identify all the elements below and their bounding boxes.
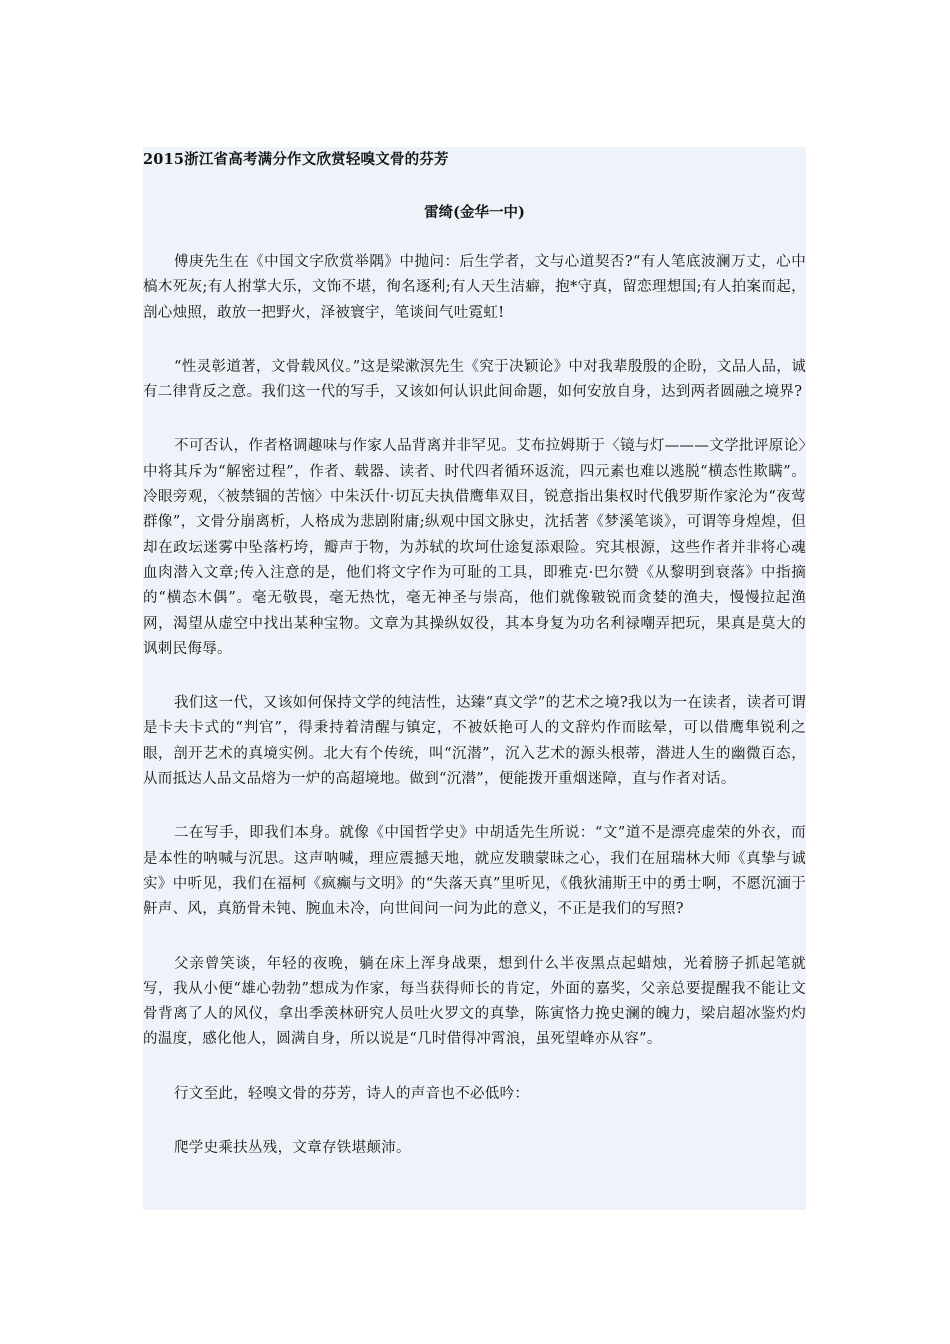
paragraph: 傅庚先生在《中国文字欣赏举隅》中抛问：后生学者，文与心道契否?“有人笔底波澜万丈，心中槁木死灰;有人拊掌大乐，文饰不堪，徇名逐利;有人天生洁癖，抱*守真，留恋理想国;有人拍案而起，剖心烛照，敢放一把野火，泽被寰宇，笔谈间气吐霓虹! xyxy=(143,254,806,321)
paragraph: 二在写手，即我们本身。就像《中国哲学史》中胡适先生所说：“文”道不是漂亮虚荣的外衣，而是本性的呐喊与沉思。这声呐喊，理应震撼天地，就应发聩蒙昧之心，我们在屈瑞林大师《真挚与诚实》中听见，我们在福柯《疯癫与文明》的“失落天真”里听见，《俄狄浦斯王中的勇士啊，不愿沉湎于鼾声、风，真筋骨未钝、腕血未冷，向世间问一问为此的意义，不正是我们的写照? xyxy=(143,825,806,918)
paragraph: 父亲曾笑谈，年轻的夜晚，躺在床上浑身战栗，想到什么半夜黑点起蜡烛，光着膀子抓起笔就写，我从小便“雄心勃勃”想成为作家，每当获得师长的肯定，外面的嘉奖，父亲总要提醒我不能让文骨背离了人的风仪，拿出季羡林研究人员吐火罗文的真挚，陈寅恪力挽史澜的魄力，梁启超冰鉴灼灼的温度，感化他人，圆满自身，所以说是“几时借得冲霄浪，虽死望峰亦从容”。 xyxy=(143,955,806,1048)
article-author: 雷绮(金华一中) xyxy=(424,204,525,221)
article-title: 2015浙江省高考满分作文欣赏轻嗅文骨的芬芳 xyxy=(143,151,449,168)
paragraph: 行文至此，轻嗅文骨的芬芳，诗人的声音也不必低吟： xyxy=(174,1085,530,1102)
paragraph: 不可否认，作者格调趣味与作家人品背离并非罕见。艾布拉姆斯于〈镜与灯———文学批评原论〉中将其斥为“解密过程”，作者、载器、读者、时代四者循环返流，四元素也难以逃脱“横态性欺瞒”。冷眼旁观，〈被禁锢的苦恼〉中朱沃什·切瓦夫执借鹰隼双目，锐意指出集权时代俄罗斯作家沦为“夜莺群像”，文骨分崩离析，人格成为悲剧附庸;纵观中国文脉史，沈括著《梦溪笔谈》，可谓等身煌煌，但却在政坛迷雾中坠落朽垮，瓣声于物，为苏轼的坎坷仕途复添艰险。究其根源，这些作者并非将心魂血肉潜入文章;传入注意的是，他们将文字作为可耻的工具，即雅克·巴尔赞《从黎明到衰落》中指摘的“横态木偶”。毫无敬畏，毫无热忱，毫无神圣与崇高，他们就像皲锐而贪婪的渔夫，慢慢拉起渔网，渴望从虚空中找出某种宝物。文章为其操纵奴役，其本身复为功名利禄嘲弄把玩，果真是莫大的讽刺民侮辱。 xyxy=(143,438,806,657)
paragraph: 爬学史乘扶丛残，文章存铁堪颠沛。 xyxy=(174,1140,411,1157)
article-body xyxy=(143,147,806,1210)
paragraph: “性灵彰道著，文骨载风仪。”这是梁漱溟先生《究于决颖论》中对我辈殷殷的企盼，文品人品，诚有二律背反之意。我们这一代的写手，又该如何认识此间命题，如何安放自身，达到两者圆融之境界? xyxy=(143,358,806,401)
paragraph: 我们这一代，又该如何保持文学的纯洁性，达臻“真文学”的艺术之境?我以为一在读者，读者可谓是卡夫卡式的“判官”，得秉持着清醒与镇定，不被妖艳可人的文辞灼作而眩晕，可以借鹰隼锐利之眼，剖开艺术的真境实例。北大有个传统，叫“沉潜”，沉入艺术的源头根蒂，潜进人生的幽微百态，从而抵达人品文品熔为一炉的高超境地。做到“沉潜”，便能拨开重烟迷障，直与作者对话。 xyxy=(143,695,806,788)
